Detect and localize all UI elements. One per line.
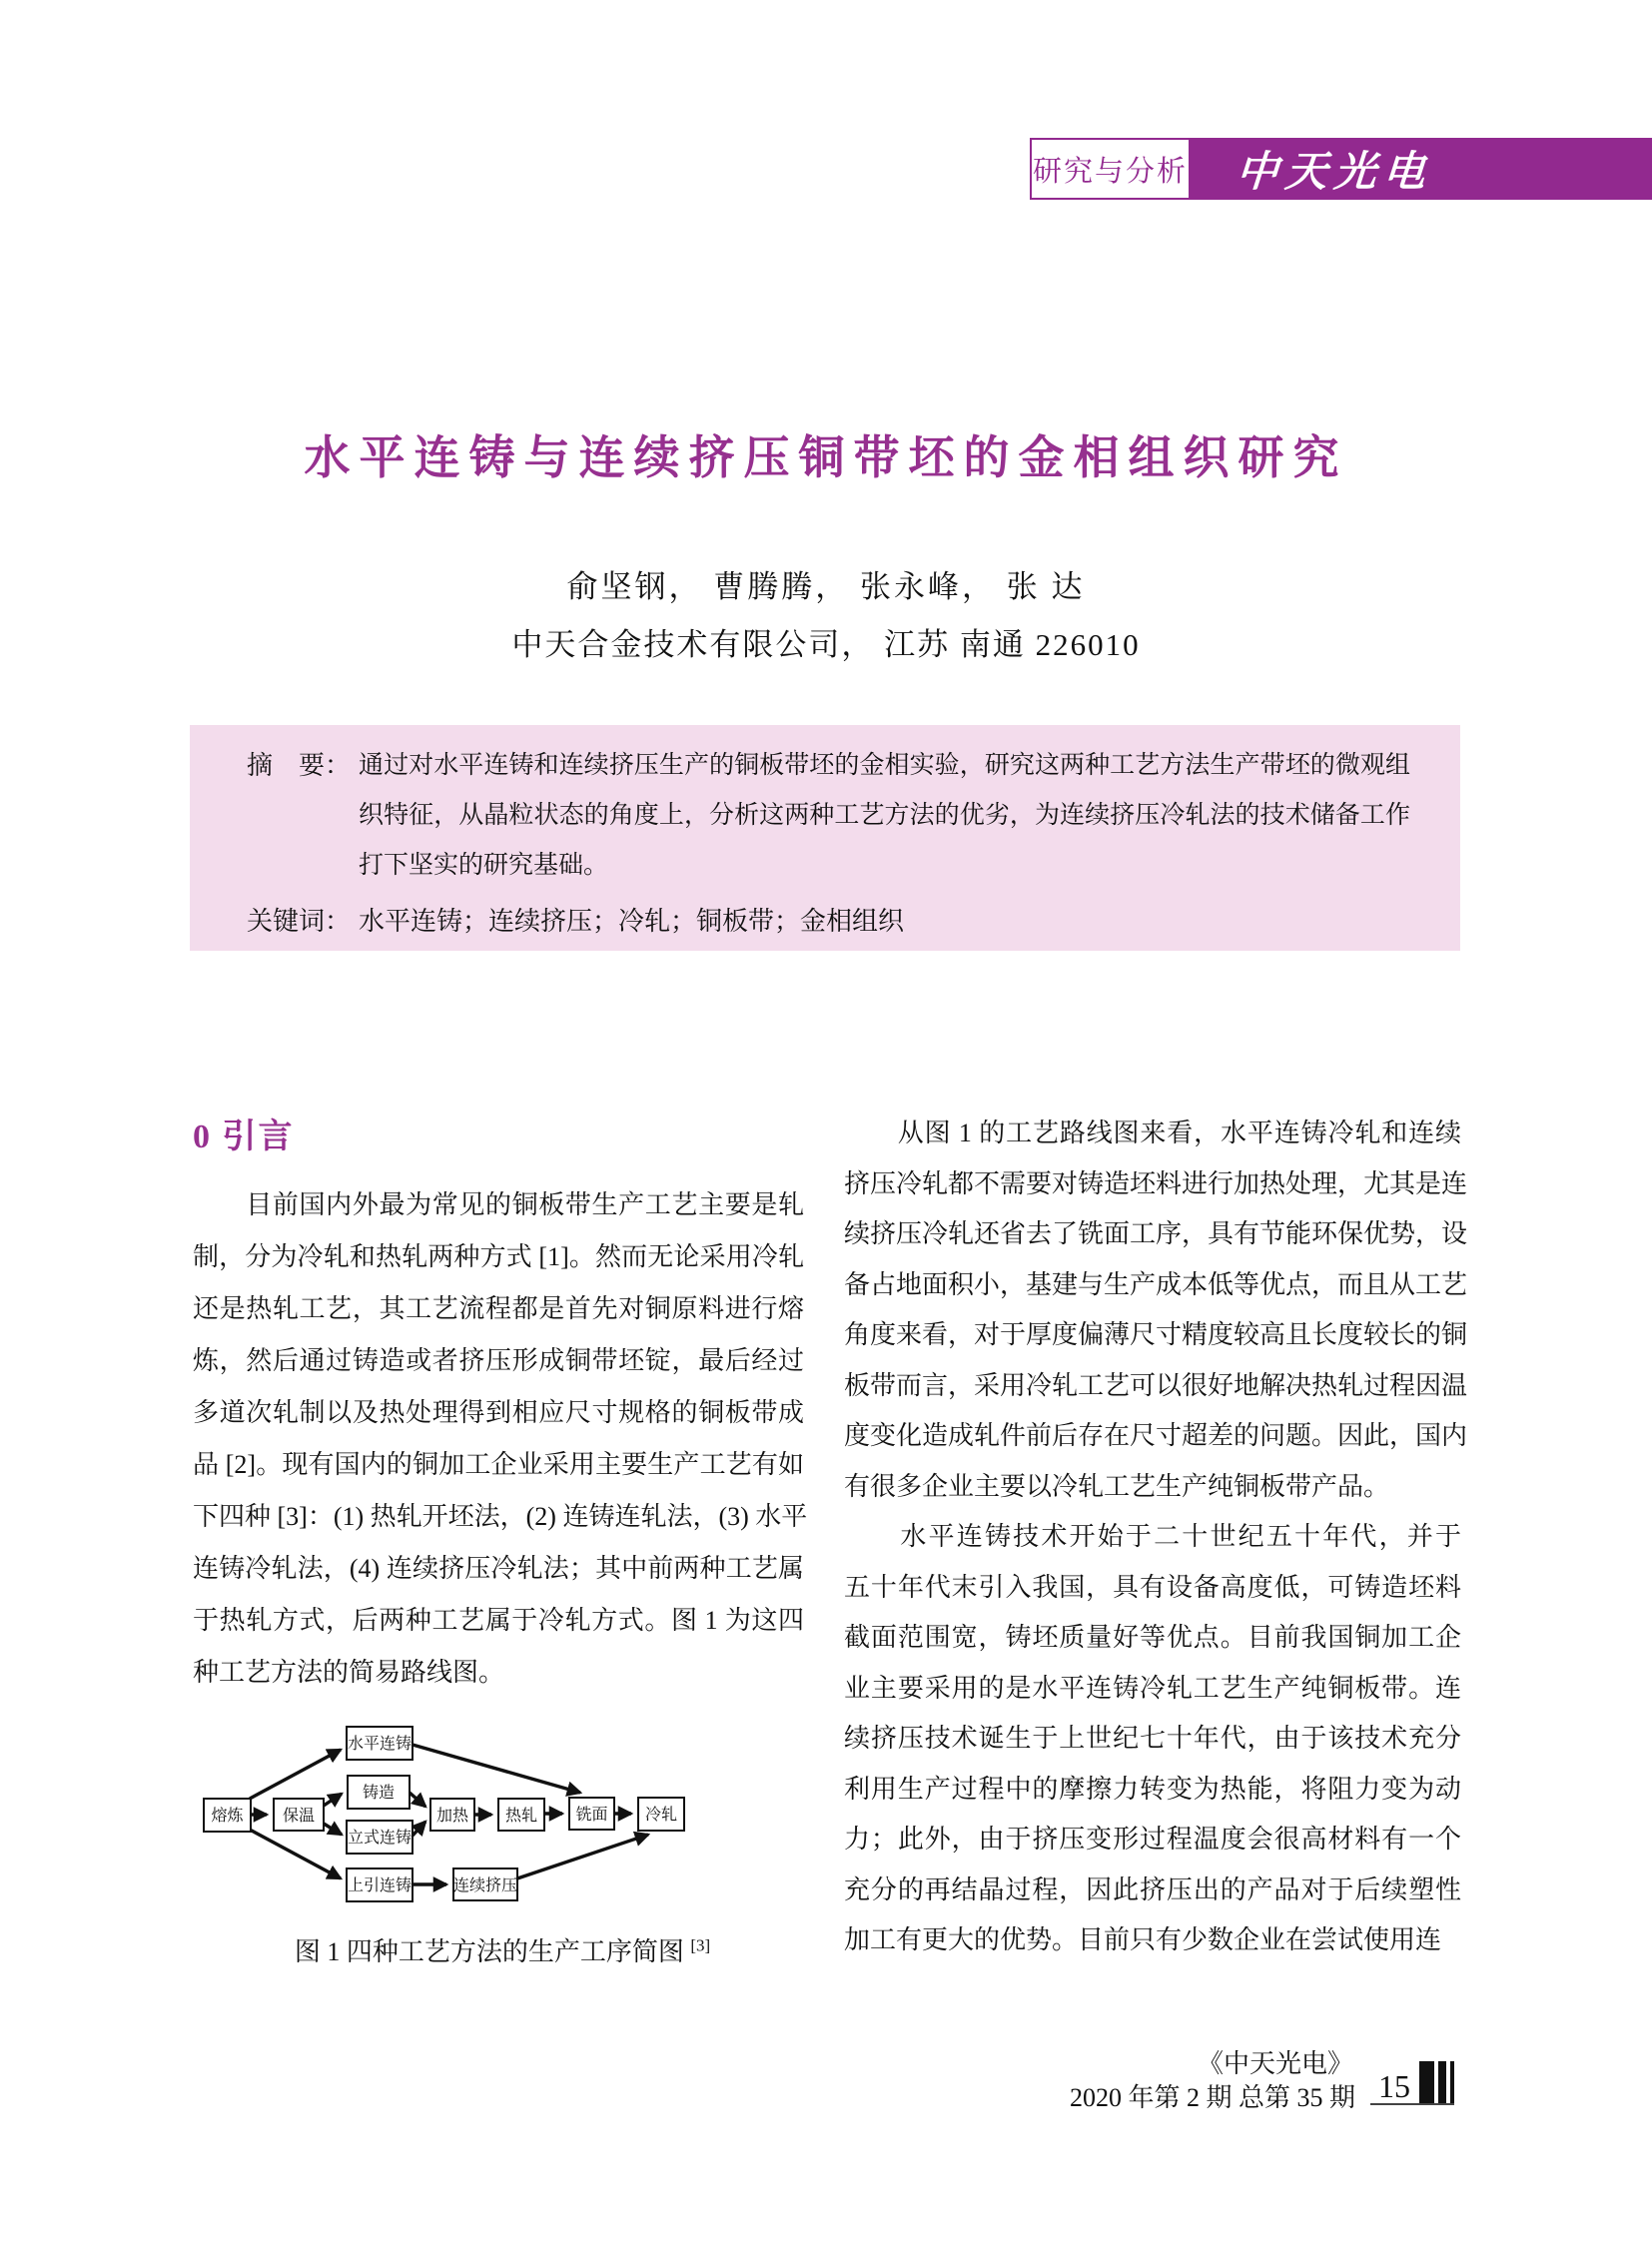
section-badge: [1030, 138, 1191, 200]
flow-node-label: 连续挤压: [452, 1877, 518, 1894]
flow-node-label: 立式连铸: [347, 1830, 413, 1847]
flow-node-label: 铣面: [575, 1807, 608, 1824]
text-line: 多道次轧制以及热处理得到相应尺寸规格的铜板带成: [193, 1398, 804, 1427]
text-line: 备占地面积小，基建与生产成本低等优点，而且从工艺: [844, 1269, 1468, 1299]
figure1-caption: [193, 1931, 812, 1968]
text-line: 连铸冷轧法，(4) 连续挤压冷轧法；其中前两种工艺属: [193, 1554, 804, 1583]
flow-node-label: 热轧: [504, 1808, 538, 1825]
text-line: 挤压冷轧都不需要对铸造坯料进行加热处理，尤其是连: [844, 1168, 1468, 1198]
paragraph-technology-history: [844, 1512, 1461, 1966]
flow-node-label: 保温: [282, 1808, 316, 1825]
figure1-caption-text: 图 1 四种工艺方法的生产工序简图: [294, 1937, 691, 1966]
right-column-text: [844, 1109, 1468, 1966]
flowchart-svg: [193, 1693, 812, 1927]
keywords-label: 关键词：: [247, 907, 352, 936]
figure1-flowchart: [193, 1693, 812, 1927]
flow-node-holding: [274, 1799, 324, 1831]
text-line: 截面范围宽，铸坯质量好等优点。目前我国铜加工企: [844, 1623, 1461, 1652]
flow-node-label: 加热: [435, 1808, 469, 1825]
text-line: 续挤压冷轧还省去了铣面工序，具有节能环保优势，设: [844, 1219, 1468, 1248]
abstract-box: [190, 725, 1460, 951]
abstract-text: 通过对水平连铸和连续挤压生产的铜板带坯的金相实验，研究这两种工艺方法生产带坯的微观组织特征，从晶粒状态的角度上，分析这两种工艺方法的优劣，为连续挤压冷轧法的技术储备工作打下坚实的研究基础。: [359, 752, 1410, 879]
text-line: 目前国内外最为常见的铜板带生产工艺主要是轧: [193, 1190, 804, 1219]
flow-node-label: 熔炼: [211, 1808, 244, 1825]
text-line: 炼，然后通过铸造或者挤压形成铜带坯锭，最后经过: [193, 1346, 804, 1375]
text-line: 角度来看，对于厚度偏薄尺寸精度较高且长度较长的铜: [844, 1320, 1468, 1349]
flow-node-milling: [569, 1798, 614, 1830]
journal-brand-band: [1191, 138, 1652, 200]
affiliation-line: 中天合金技术有限公司， 江苏 南通 226010: [511, 627, 1141, 662]
flow-node-vertical-casting: [347, 1821, 413, 1854]
flow-node-casting: [348, 1776, 410, 1809]
footer-journal-name: 《中天光电》: [1197, 2049, 1353, 2078]
section-heading-introduction: 0 引言: [193, 1119, 295, 1155]
figure1-caption-ref: [3]: [690, 1935, 711, 1955]
intro-paragraph: [193, 1179, 808, 1699]
text-line: 于热轧方式，后两种工艺属于冷轧方式。图 1 为这四: [193, 1606, 804, 1635]
flow-node-horizontal-casting: [347, 1727, 413, 1760]
text-line: 下四种 [3]：(1) 热轧开坯法，(2) 连铸连轧法，(3) 水平: [193, 1502, 808, 1531]
text-line: 还是热轧工艺，其工艺流程都是首先对铜原料进行熔: [193, 1294, 804, 1323]
text-line: 力；此外，由于挤压变形过程温度会很高材料有一个: [844, 1825, 1461, 1854]
text-line: 种工艺方法的简易路线图。: [193, 1658, 505, 1687]
text-line: 水平连铸技术开始于二十世纪五十年代，并于: [844, 1522, 1461, 1551]
flow-node-label: 水平连铸: [347, 1736, 413, 1753]
text-line: 五十年代末引入我国，具有设备高度低，可铸造坯料: [844, 1572, 1461, 1602]
text-line: 从图 1 的工艺路线图来看，水平连铸冷轧和连续: [844, 1119, 1461, 1147]
keywords-row: [247, 897, 1410, 947]
text-line: 续挤压技术诞生于上世纪七十年代，由于该技术充分: [844, 1724, 1461, 1753]
text-line: 有很多企业主要以冷轧工艺生产纯铜板带产品。: [844, 1471, 1390, 1501]
flow-node-upward-casting: [347, 1868, 413, 1901]
footer-issue-info: 2020 年第 2 期 总第 35 期: [1069, 2083, 1355, 2112]
text-line: 充分的再结晶过程，因此挤压出的产品对于后续塑性: [844, 1874, 1461, 1904]
journal-logo: 中天光电: [1235, 150, 1434, 196]
flow-node-hot-rolling: [498, 1799, 544, 1831]
flow-node-heating: [430, 1799, 474, 1831]
flow-node-continuous-extrusion: [453, 1868, 517, 1900]
text-line: 板带而言，采用冷轧工艺可以很好地解决热轧过程因温: [844, 1370, 1468, 1400]
footer-page-box: [1370, 2059, 1454, 2105]
keywords-text: 水平连铸；连续挤压；冷轧；铜板带；金相组织: [359, 907, 905, 936]
section-badge-label: 研究与分析: [1032, 155, 1188, 188]
text-line: 业主要采用的是水平连铸冷轧工艺生产纯铜板带。连: [844, 1673, 1461, 1703]
page-marker-bars-icon: [1419, 2061, 1454, 2103]
paragraph-process-comparison: [844, 1109, 1468, 1512]
flow-node-melting: [204, 1799, 251, 1832]
flow-node-label: 上引连铸: [347, 1877, 413, 1894]
text-line: 度变化造成轧件前后存在尺寸超差的问题。因此，国内: [844, 1421, 1468, 1450]
text-line: 利用生产过程中的摩擦力转变为热能，将阻力变为动: [844, 1774, 1461, 1804]
flow-node-cold-rolling: [638, 1798, 684, 1831]
abstract-label: 摘 要：: [247, 751, 352, 780]
text-line: 品 [2]。现有国内的铜加工企业采用主要生产工艺有如: [193, 1450, 804, 1479]
flow-node-label: 铸造: [362, 1785, 396, 1802]
flow-node-label: 冷轧: [644, 1807, 678, 1824]
abstract-row: [247, 741, 1410, 891]
page-number: 15: [1378, 2068, 1410, 2104]
text-line: 加工有更大的优势。目前只有少数企业在尝试使用连: [844, 1925, 1442, 1954]
authors-line: 俞坚钢， 曹腾腾， 张永峰， 张 达: [566, 569, 1086, 604]
text-line: 制，分为冷轧和热轧两种方式 [1]。然而无论采用冷轧: [193, 1242, 804, 1271]
article-title: 水平连铸与连续挤压铜带坯的金相组织研究: [304, 432, 1348, 483]
